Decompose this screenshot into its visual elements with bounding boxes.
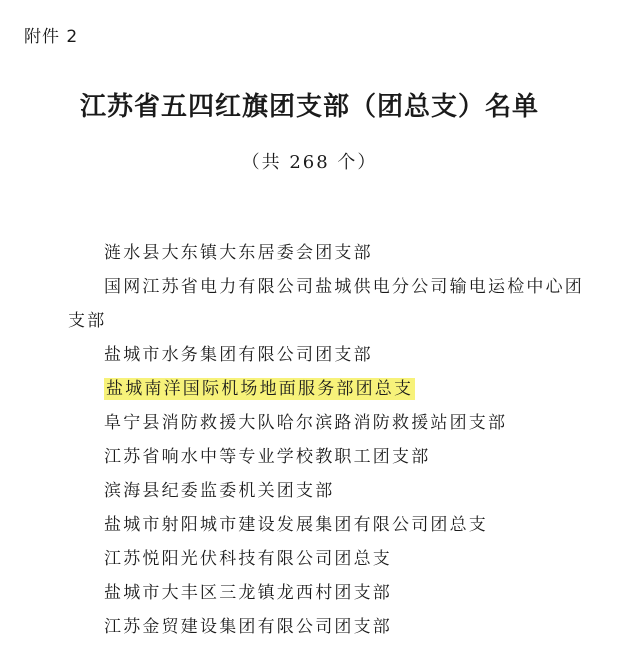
attachment-label: 附件 2	[24, 27, 79, 47]
highlighted-list-item-text: 盐城南洋国际机场地面服务部团总支	[106, 379, 414, 399]
list-item-text: 盐城市射阳城市建设发展集团有限公司团总支	[104, 515, 488, 535]
organization-list	[0, 236, 619, 644]
list-item-text: 盐城市大丰区三龙镇龙西村团支部	[104, 583, 392, 603]
list-item	[104, 610, 619, 644]
list-item-text: 阜宁县消防救援大队哈尔滨路消防救援站团支部	[104, 413, 508, 433]
list-item	[104, 338, 619, 372]
list-item	[104, 440, 619, 474]
list-item	[104, 576, 619, 610]
document-title: 江苏省五四红旗团支部（团总支）名单	[79, 92, 539, 122]
list-item-text: 江苏金贸建设集团有限公司团支部	[104, 617, 392, 637]
list-item	[104, 474, 619, 508]
list-item-text: 涟水县大东镇大东居委会团支部	[104, 243, 373, 263]
list-item-continuation	[68, 304, 619, 338]
list-item	[104, 406, 619, 440]
list-item-text: 滨海县纪委监委机关团支部	[104, 481, 335, 501]
document-subtitle: （共 268 个）	[241, 152, 378, 173]
list-item-continuation-text: 支部	[68, 311, 107, 331]
list-item-text: 盐城市水务集团有限公司团支部	[104, 345, 373, 365]
list-item-highlighted	[104, 372, 619, 406]
list-item	[104, 542, 619, 576]
list-item	[104, 508, 619, 542]
list-item	[104, 236, 619, 270]
list-item-text: 国网江苏省电力有限公司盐城供电分公司输电运检中心团	[104, 277, 584, 297]
list-item	[104, 270, 619, 304]
list-item-text: 江苏省响水中等专业学校教职工团支部	[104, 447, 431, 467]
list-item-text: 江苏悦阳光伏科技有限公司团总支	[104, 549, 392, 569]
